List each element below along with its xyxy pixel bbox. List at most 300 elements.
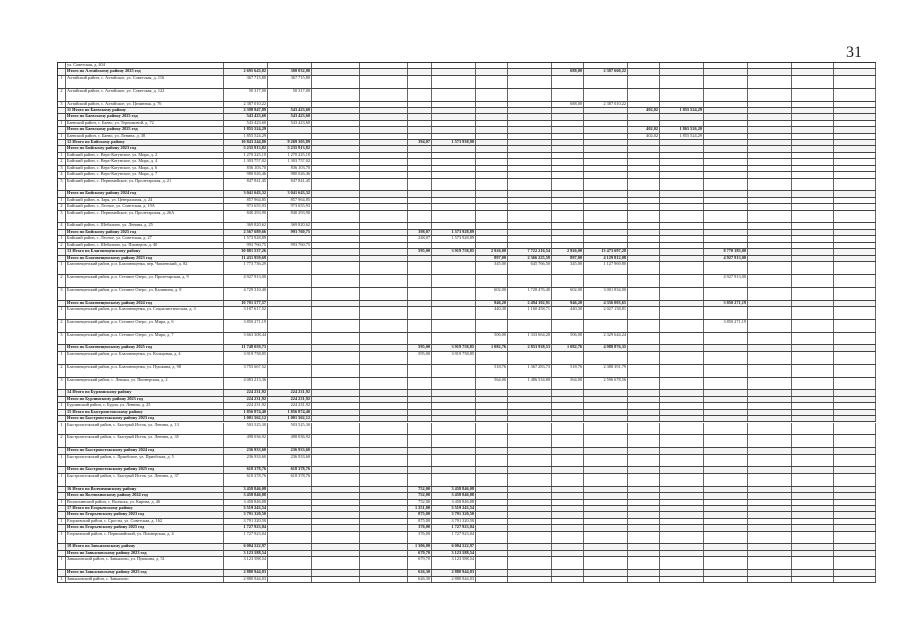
table-cell-addr: Быстроистокский район, с. Быстрый Исток, ул. Ленина, д. 35 (66, 435, 224, 447)
table-cell-s4 (660, 211, 704, 223)
table-cell-e4 (834, 172, 876, 177)
table-cell-s1: 2 880 944,03 (432, 577, 476, 582)
table-cell-v2 (312, 525, 360, 530)
table-cell-s3 (584, 435, 628, 447)
table-cell-s1 (432, 204, 476, 209)
table-cell-v2 (312, 89, 360, 101)
table-cell-s4 (660, 333, 704, 345)
table-cell-s1: 5 519 243,54 (432, 506, 476, 511)
table-cell-e4 (834, 448, 876, 453)
table-cell-q4 (628, 307, 660, 319)
table-cell-s3 (584, 89, 628, 101)
table-cell-s2 (508, 487, 552, 492)
table-cell-num (58, 467, 66, 472)
table-cell-q1 (408, 307, 432, 319)
table-cell-total: 5 235 913,82 (224, 146, 268, 151)
table-cell-q2 (476, 435, 508, 447)
table-cell-num (58, 570, 66, 575)
table-cell-v3 (360, 500, 408, 505)
table-cell-q3: 688,00 (552, 102, 584, 107)
table-cell-q2 (476, 179, 508, 191)
table-cell-q1 (408, 223, 432, 228)
table-cell-e1 (704, 159, 748, 164)
table-cell-s4 (660, 179, 704, 191)
table-cell-s1 (432, 416, 476, 421)
table-cell-s2: 1 486 534,80 (508, 378, 552, 390)
table-cell-v2 (312, 512, 360, 517)
table-cell-v3 (360, 256, 408, 261)
table-cell-total: 980 026,46 (224, 172, 268, 177)
table-cell-s1 (432, 127, 476, 132)
table-cell-num (58, 63, 66, 68)
table-cell-q2 (476, 532, 508, 544)
table-cell-s3: 2 387 660,22 (584, 69, 628, 74)
table-row (58, 89, 876, 102)
table-cell-total: 236 933,60 (224, 448, 268, 453)
table-cell-e3 (792, 172, 834, 177)
table-cell-e2 (748, 512, 792, 517)
table-cell-s4 (660, 320, 704, 332)
table-cell-q4 (628, 121, 660, 126)
table-cell-num (58, 390, 66, 395)
table-cell-v1 (268, 262, 312, 274)
table-cell-q3 (552, 410, 584, 415)
table-cell-q1 (408, 153, 432, 158)
table-cell-num: 1 (58, 121, 66, 126)
table-cell-e4 (834, 63, 876, 68)
table-cell-e4 (834, 435, 876, 447)
table-cell-s3 (584, 352, 628, 364)
table-row (58, 275, 876, 288)
table-cell-v2 (312, 146, 360, 151)
table-cell-v3 (360, 397, 408, 402)
table-cell-addr: Благовещенский район, р.п. Благовещенка, ул. Кольцевая, д. 4 (66, 352, 224, 364)
table-cell-s4 (660, 204, 704, 209)
table-cell-s3 (584, 191, 628, 196)
table-cell-q4 (628, 249, 660, 254)
table-cell-total: 3 123 588,54 (224, 557, 268, 569)
table-cell-q3 (552, 153, 584, 158)
table-cell-v3 (360, 557, 408, 569)
table-row (58, 262, 876, 275)
table-cell-v2 (312, 256, 360, 261)
table-cell-q4 (628, 146, 660, 151)
table-cell-num: 1 (58, 474, 66, 486)
table-cell-s1 (432, 166, 476, 171)
table-cell-q4 (628, 474, 660, 486)
table-cell-v1 (268, 577, 312, 582)
table-cell-addr: Итого по Волчихинскому району 2024 год (66, 493, 224, 498)
table-cell-q4 (628, 63, 660, 68)
table-cell-e1 (704, 127, 748, 132)
table-cell-s3 (584, 114, 628, 119)
table-cell-v1: 980 026,46 (268, 172, 312, 177)
table-cell-s3 (584, 557, 628, 569)
table-cell-e4 (834, 525, 876, 530)
table-cell-v2 (312, 179, 360, 191)
table-cell-total: 498 036,92 (224, 435, 268, 447)
table-cell-e1 (704, 114, 748, 119)
table-cell-addr: Егорьевский район, с. Первомайский, ул. Пионерская, д. 4 (66, 532, 224, 544)
table-cell-q4 (628, 551, 660, 556)
table-cell-e1 (704, 423, 748, 435)
table-cell-e3 (792, 512, 834, 517)
table-cell-v3 (360, 320, 408, 332)
table-cell-s1 (432, 301, 476, 306)
table-cell-v3 (360, 467, 408, 472)
table-cell-s2 (508, 577, 552, 582)
table-cell-e1: 3 850 271,19 (704, 320, 748, 332)
table-cell-e3 (792, 352, 834, 364)
table-cell-v2 (312, 487, 360, 492)
table-cell-v2 (312, 397, 360, 402)
table-cell-v1: 503 525,30 (268, 423, 312, 435)
table-cell-addr: Итого по Бийскому району 2024 год (66, 191, 224, 196)
table-cell-q2: 2 926,00 (476, 249, 508, 254)
table-cell-s1: 2 880 944,03 (432, 570, 476, 575)
table-cell-e1 (704, 191, 748, 196)
table-cell-s4 (660, 512, 704, 517)
table-cell-v3 (360, 153, 408, 158)
table-cell-e4 (834, 198, 876, 203)
table-cell-s2 (508, 390, 552, 395)
table-cell-s3 (584, 108, 628, 113)
table-cell-e3 (792, 76, 834, 88)
table-cell-q1 (408, 288, 432, 300)
table-cell-e4 (834, 288, 876, 300)
table-cell-e2 (748, 243, 792, 248)
table-cell-q3 (552, 519, 584, 524)
table-cell-v2 (312, 410, 360, 415)
table-cell-s2 (508, 410, 552, 415)
table-cell-s4 (660, 275, 704, 287)
table-cell-q4 (628, 153, 660, 158)
table-cell-e4 (834, 365, 876, 377)
table-cell-s3 (584, 243, 628, 248)
table-cell-addr: Итого по Алтайскому району 2025 год (66, 69, 224, 74)
table-cell-v2 (312, 127, 360, 132)
table-cell-v2 (312, 108, 360, 113)
table-cell-q1: 376,00 (408, 532, 432, 544)
table-cell-s1 (432, 262, 476, 274)
table-cell-s3 (584, 204, 628, 209)
table-cell-s2 (508, 435, 552, 447)
table-cell-e2 (748, 506, 792, 511)
table-cell-s2 (508, 159, 552, 164)
table-cell-v3 (360, 230, 408, 235)
table-cell-q1: 595,00 (408, 352, 432, 364)
table-cell-e4 (834, 403, 876, 408)
table-cell-q3: 897,00 (552, 256, 584, 261)
table-cell-v2 (312, 230, 360, 235)
table-cell-v3 (360, 172, 408, 177)
table-cell-s4 (660, 172, 704, 177)
table-cell-q3 (552, 172, 584, 177)
table-cell-num: 1 (58, 577, 66, 582)
table-cell-q4 (628, 288, 660, 300)
table-cell-s2 (508, 557, 552, 569)
table-cell-s4 (660, 500, 704, 505)
table-cell-q1: 679,70 (408, 557, 432, 569)
table-cell-q2: 440,30 (476, 307, 508, 319)
table-cell-q1 (408, 301, 432, 306)
table-cell-num: 3 (58, 333, 66, 345)
table-cell-v2 (312, 352, 360, 364)
table-cell-v1 (268, 307, 312, 319)
table-cell-e3 (792, 134, 834, 139)
table-cell-v2 (312, 198, 360, 203)
table-cell-q2 (476, 114, 508, 119)
table-cell-e1 (704, 236, 748, 241)
table-cell-s1: 1 573 928,89 (432, 230, 476, 235)
table-cell-e3 (792, 63, 834, 68)
table-cell-s2 (508, 519, 552, 524)
table-cell-e1 (704, 519, 748, 524)
table-cell-num (58, 146, 66, 151)
table-cell-s4 (660, 352, 704, 364)
table-cell-s3 (584, 134, 628, 139)
table-cell-s2 (508, 275, 552, 287)
table-cell-s1 (432, 179, 476, 191)
table-row (58, 320, 876, 333)
table-cell-q2 (476, 525, 508, 530)
table-cell-e4 (834, 256, 876, 261)
table-cell-s4 (660, 487, 704, 492)
table-cell-s3 (584, 397, 628, 402)
table-cell-s3 (584, 500, 628, 505)
table-cell-q2 (476, 140, 508, 145)
table-cell-e2 (748, 397, 792, 402)
table-cell-v3 (360, 63, 408, 68)
table-cell-v3 (360, 512, 408, 517)
table-cell-e1 (704, 134, 748, 139)
table-cell-e2 (748, 435, 792, 447)
table-cell-v1 (268, 275, 312, 287)
table-cell-v1 (268, 236, 312, 241)
table-cell-e2 (748, 487, 792, 492)
table-cell-v3 (360, 69, 408, 74)
table-cell-s1 (432, 435, 476, 447)
table-cell-q4 (628, 333, 660, 345)
table-cell-v3 (360, 519, 408, 524)
table-cell-q3 (552, 108, 584, 113)
table-cell-s2 (508, 512, 552, 517)
table-cell-q1 (408, 262, 432, 274)
table-cell-v1: 836 103,70 (268, 166, 312, 171)
table-cell-e4 (834, 416, 876, 421)
table-cell-num: 1 (58, 557, 66, 569)
table-cell-v2 (312, 69, 360, 74)
table-cell-num (58, 301, 66, 306)
table-cell-e1 (704, 345, 748, 350)
table-cell-s1: 3 919 758,85 (432, 352, 476, 364)
table-cell-q2 (476, 320, 508, 332)
table-cell-q2 (476, 127, 508, 132)
table-cell-q2 (476, 191, 508, 196)
table-row (58, 76, 876, 89)
table-cell-q4 (628, 352, 660, 364)
table-cell-num: 1 (58, 423, 66, 435)
table-cell-e1 (704, 307, 748, 319)
table-cell-q3 (552, 448, 584, 453)
table-cell-v1 (268, 532, 312, 544)
table-cell-s3: 3 001 834,00 (584, 288, 628, 300)
table-cell-s1 (432, 474, 476, 486)
table-cell-v3 (360, 403, 408, 408)
table-cell-v3 (360, 410, 408, 415)
table-cell-e1 (704, 493, 748, 498)
table-cell-q1: 752,00 (408, 487, 432, 492)
table-cell-v1: 840 293,90 (268, 211, 312, 223)
table-cell-q4 (628, 390, 660, 395)
table-cell-e1 (704, 448, 748, 453)
table-row (58, 455, 876, 468)
table-cell-e2 (748, 223, 792, 228)
table-cell-e4 (834, 307, 876, 319)
table-cell-q3 (552, 352, 584, 364)
table-cell-s1 (432, 403, 476, 408)
table-cell-s1 (432, 76, 476, 88)
table-cell-s4 (660, 365, 704, 377)
table-cell-s1: 3 458 846,08 (432, 500, 476, 505)
table-cell-q2 (476, 500, 508, 505)
table-cell-s1 (432, 448, 476, 453)
table-cell-s3 (584, 76, 628, 88)
table-cell-q3 (552, 577, 584, 582)
table-cell-q3 (552, 506, 584, 511)
table-cell-q4 (628, 230, 660, 235)
table-cell-v1: 498 036,92 (268, 435, 312, 447)
table-cell-q4 (628, 243, 660, 248)
table-cell-v3 (360, 506, 408, 511)
table-cell-v1: 1 303 757,02 (268, 159, 312, 164)
table-cell-s2 (508, 474, 552, 486)
table-cell-q4 (628, 301, 660, 306)
table-cell-e1 (704, 153, 748, 158)
table-cell-s3: 2 387 010,22 (584, 102, 628, 107)
table-cell-s1: 3 123 588,54 (432, 557, 476, 569)
table-cell-num: 1 (58, 403, 66, 408)
table-cell-num (58, 114, 66, 119)
table-cell-s2 (508, 204, 552, 209)
table-cell-s1 (432, 256, 476, 261)
table-cell-e4 (834, 236, 876, 241)
table-cell-s3 (584, 455, 628, 467)
table-cell-e1 (704, 577, 748, 582)
table-cell-q1 (408, 179, 432, 191)
table-cell-q1 (408, 159, 432, 164)
table-row (58, 435, 876, 448)
table-cell-s3 (584, 275, 628, 287)
table-cell-s3 (584, 519, 628, 524)
table-cell-v1 (268, 256, 312, 261)
table-cell-s3 (584, 63, 628, 68)
table-cell-q4 (628, 435, 660, 447)
table-cell-e3 (792, 487, 834, 492)
table-cell-e4 (834, 397, 876, 402)
table-cell-q2 (476, 204, 508, 209)
table-cell-q1 (408, 108, 432, 113)
table-cell-num: 2 (58, 204, 66, 209)
table-cell-e3 (792, 211, 834, 223)
table-cell-v2 (312, 423, 360, 435)
table-cell-v3 (360, 102, 408, 107)
table-cell-total: 543 423,60 (224, 114, 268, 119)
table-cell-addr: Итого по Благовещенскому району 2023 год (66, 256, 224, 261)
table-cell-s3 (584, 487, 628, 492)
table-cell-total: 1 727 923,04 (224, 532, 268, 544)
table-cell-q2 (476, 166, 508, 171)
table-cell-e2 (748, 172, 792, 177)
table-cell-e2 (748, 146, 792, 151)
table-cell-total: 236 933,60 (224, 455, 268, 467)
table-cell-s3 (584, 416, 628, 421)
table-cell-q2 (476, 410, 508, 415)
table-cell-v1 (268, 249, 312, 254)
table-cell-q2 (476, 577, 508, 582)
table-cell-e2 (748, 127, 792, 132)
table-cell-e2 (748, 333, 792, 345)
table-cell-v1: 5 235 913,82 (268, 146, 312, 151)
table-cell-q1 (408, 191, 432, 196)
table-cell-e3 (792, 153, 834, 158)
table-cell-num: 3 (58, 102, 66, 107)
table-cell-total: 11 748 059,73 (224, 345, 268, 350)
table-cell-v1 (268, 557, 312, 569)
table-cell-s2: 7 722 216,54 (508, 249, 552, 254)
table-cell-e1: 4 927 913,00 (704, 275, 748, 287)
table-cell-q1 (408, 378, 432, 390)
table-cell-v2 (312, 76, 360, 88)
table-cell-addr: Бийский район, с. Лесное, ул. Советская, д. 19А (66, 204, 224, 209)
table-cell-s2 (508, 127, 552, 132)
table-cell-q3 (552, 512, 584, 517)
table-cell-s4 (660, 236, 704, 241)
table-cell-e4 (834, 114, 876, 119)
table-cell-e4 (834, 551, 876, 556)
table-cell-s2 (508, 108, 552, 113)
table-cell-s1: 1 727 923,04 (432, 532, 476, 544)
table-cell-s3 (584, 211, 628, 223)
table-cell-v2 (312, 134, 360, 139)
table-cell-v1 (268, 570, 312, 575)
table-cell-v3 (360, 121, 408, 126)
table-cell-q3 (552, 487, 584, 492)
table-cell-num (58, 512, 66, 517)
table-cell-e1 (704, 140, 748, 145)
table-cell-e2 (748, 403, 792, 408)
table-cell-total: 2 880 944,03 (224, 570, 268, 575)
table-cell-e2 (748, 525, 792, 530)
table-cell-v2 (312, 153, 360, 158)
table-cell-total: 1 303 757,02 (224, 159, 268, 164)
table-cell-s2 (508, 243, 552, 248)
table-cell-q2 (476, 512, 508, 517)
table-cell-v3 (360, 275, 408, 287)
table-cell-q2 (476, 243, 508, 248)
table-cell-s4 (660, 519, 704, 524)
table-cell-q3 (552, 204, 584, 209)
table-cell-e1 (704, 333, 748, 345)
table-cell-q3 (552, 403, 584, 408)
table-cell-addr: Быстроистокский район, с. Быстрый Исток, ул. Ленина, д. 13 (66, 423, 224, 435)
table-cell-v1: 543 423,60 (268, 114, 312, 119)
table-cell-e2 (748, 102, 792, 107)
table-cell-q2 (476, 63, 508, 68)
table-cell-e2 (748, 89, 792, 101)
table-cell-q2 (476, 506, 508, 511)
table-cell-e2 (748, 159, 792, 164)
